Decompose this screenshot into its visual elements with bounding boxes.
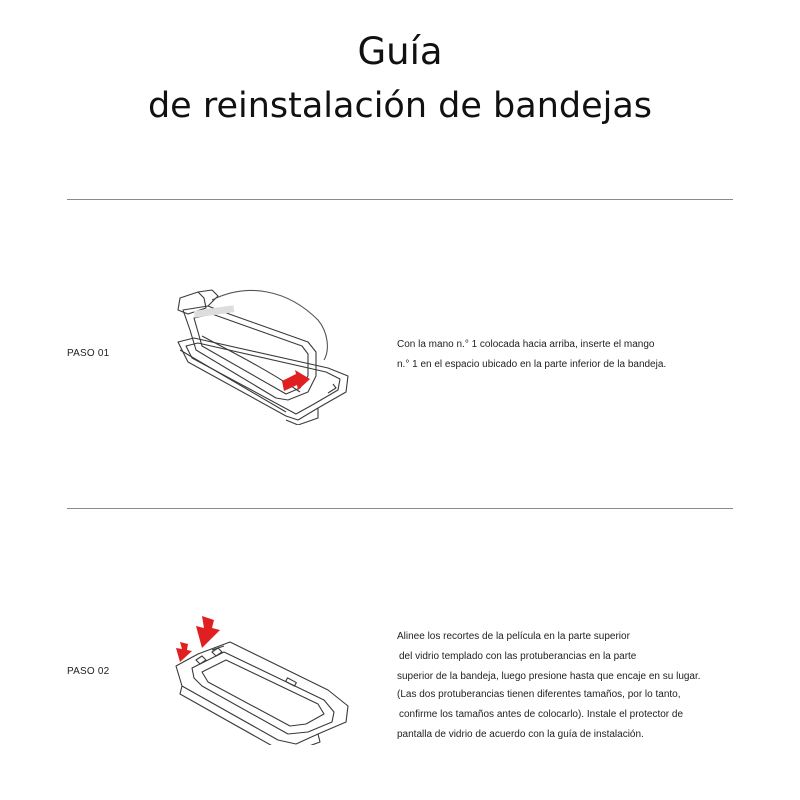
step-2-text-line: Alinee los recortes de la película en la parte superior (397, 631, 630, 642)
step-1-label: PASO 01 (67, 348, 110, 359)
tray-top-outline (183, 306, 316, 400)
page-subtitle: de reinstalación de bandejas (147, 86, 653, 126)
glass-panel (192, 652, 334, 734)
divider-top (67, 199, 733, 200)
tray-outline (176, 642, 348, 744)
step-2-text-line: superior de la bandeja, luego presione hasta que encaje en su lugar. (397, 671, 701, 682)
step-1-arrow-icon (282, 370, 310, 391)
step-1-text-line: n.° 1 en el espacio ubicado en la parte inferior de la bandeja. (397, 359, 667, 370)
page-title: Guía (357, 30, 443, 73)
step-2-text-line: confirme los tamaños antes de colocarlo). Instale el protector de (399, 709, 684, 720)
step-2-arrow-large-icon (196, 616, 220, 648)
step-2-tray-illustration (168, 610, 358, 745)
tray-base-outline (178, 338, 348, 420)
divider-middle (67, 508, 733, 509)
step-2-text-line: (Las dos protuberancias tienen diferentes tamaños, por lo tanto, (397, 689, 681, 700)
step-2-label: PASO 02 (67, 666, 110, 677)
step-1-text-line: Con la mano n.° 1 colocada hacia arriba, inserte el mango (397, 339, 655, 350)
step-2-text-line: pantalla de vidrio de acuerdo con la guía de instalación. (397, 729, 644, 740)
step-1-tray-illustration (168, 280, 358, 425)
step-2-text-line: del vidrio templado con las protuberancias en la parte (399, 651, 637, 662)
